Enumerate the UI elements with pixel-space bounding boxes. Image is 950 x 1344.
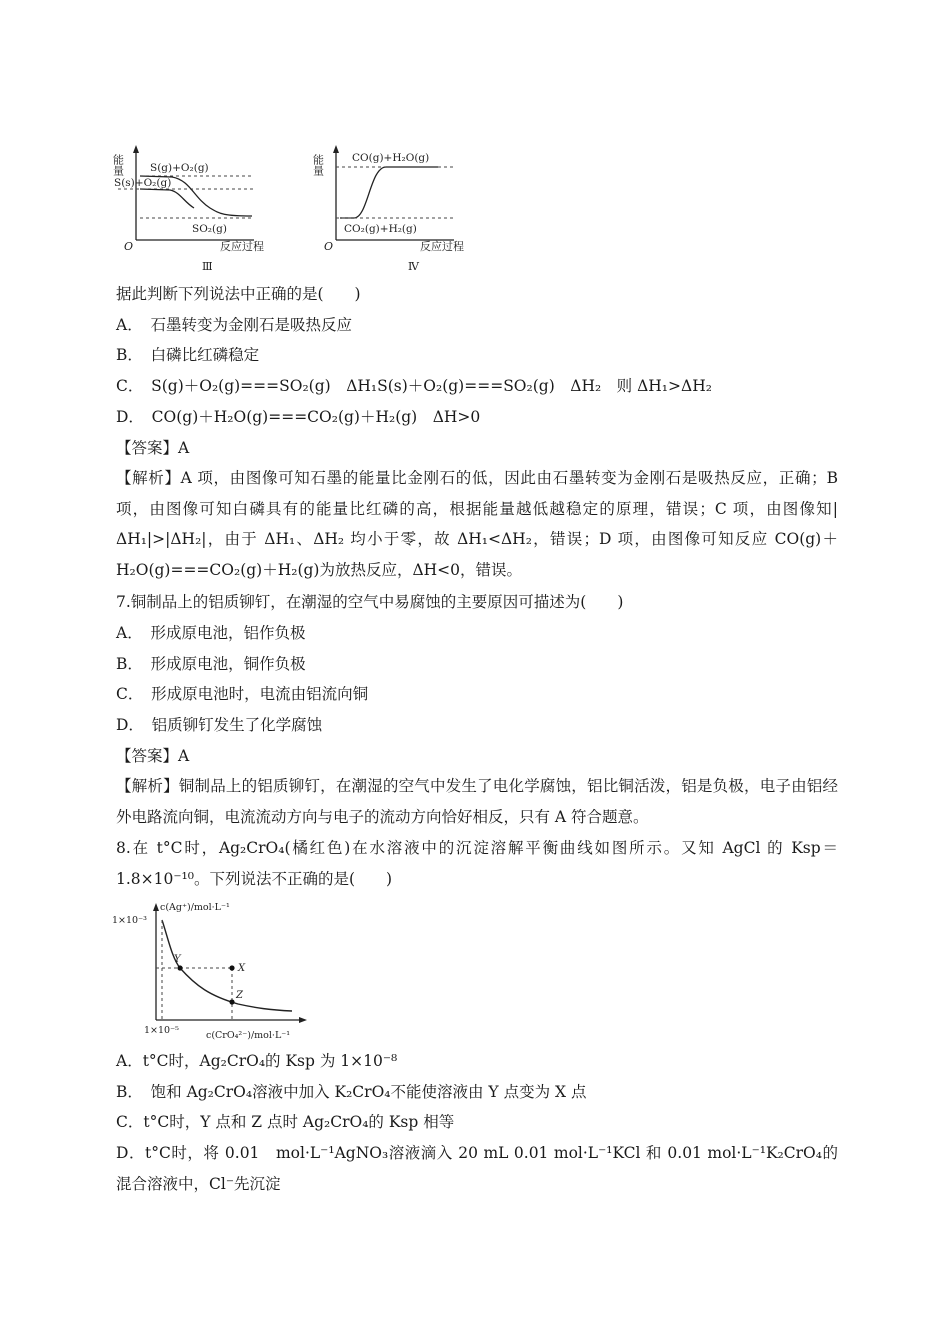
q7-analysis: 【解析】铜制品上的铝质铆钉，在潮湿的空气中发生了电化学腐蚀，铝比铜活泼，铝是负极，电子由铝经外电路流向铜，电流流动方向与电子的流动方向恰好相反，只有 A 符合题意。 bbox=[116, 777, 838, 826]
fig8-label-z: Z bbox=[236, 990, 243, 1001]
fig4-top-label: CO(g)+H₂O(g) bbox=[352, 152, 430, 164]
fig8-ylabel: c(Ag⁺)/mol·L⁻¹ bbox=[160, 902, 230, 913]
q8-option-c: C．t°C时，Y 点和 Z 点时 Ag₂CrO₄的 Ksp 相等 bbox=[116, 1113, 455, 1131]
q7-option-d: D． 铝质铆钉发生了化学腐蚀 bbox=[116, 716, 323, 734]
fig8-x-tick: 1×10⁻⁵ bbox=[144, 1025, 179, 1036]
q6-option-a: A． 石墨转变为金刚石是吸热反应 bbox=[116, 316, 352, 334]
q8-option-a: A．t°C时，Ag₂CrO₄的 Ksp 为 1×10⁻⁸ bbox=[116, 1052, 398, 1070]
q7-option-a: A． 形成原电池，铝作负极 bbox=[116, 624, 306, 642]
fig3-mid-label: S(s)+O₂(g) bbox=[114, 177, 172, 189]
fig4-bottom-label: CO₂(g)+H₂(g) bbox=[344, 223, 417, 235]
energy-diagram-iv bbox=[312, 140, 492, 275]
fig3-top-label: S(g)+O₂(g) bbox=[150, 162, 209, 174]
q6-option-b: B． 白磷比红磷稳定 bbox=[116, 346, 260, 364]
solubility-curve-figure bbox=[110, 898, 310, 1044]
q8-option-d: D．t°C时，将 0.01 mol·L⁻¹AgNO₃溶液滴入 20 mL 0.01 mol·L⁻¹KCl 和 0.01 mol·L⁻¹K₂CrO₄的混合溶液中，Cl⁻先沉淀 bbox=[116, 1144, 838, 1193]
q7-option-b: B． 形成原电池，铜作负极 bbox=[116, 655, 306, 673]
point-z bbox=[229, 999, 234, 1004]
fig3-xlabel: 反应过程 bbox=[220, 240, 264, 253]
fig3-bottom-label: SO₂(g) bbox=[192, 223, 227, 235]
fig8-label-y: Y bbox=[174, 954, 181, 965]
fig4-xlabel: 反应过程 bbox=[420, 240, 464, 253]
fig3-ylabel: 能量 bbox=[112, 154, 125, 176]
q8-option-b: B． 饱和 Ag₂CrO₄溶液中加入 K₂CrO₄不能使溶液由 Y 点变为 X 点 bbox=[116, 1083, 587, 1101]
energy-diagram-iii bbox=[112, 140, 292, 275]
q7-answer: 【答案】A bbox=[116, 747, 190, 765]
fig3-origin: O bbox=[124, 240, 134, 253]
fig4-origin: O bbox=[324, 240, 334, 253]
fig8-y-tick: 1×10⁻³ bbox=[112, 915, 147, 926]
q6-option-d: D． CO(g)＋H₂O(g)===CO₂(g)＋H₂(g) ΔH>0 bbox=[116, 408, 481, 426]
fig4-caption: Ⅳ bbox=[408, 260, 419, 273]
q6-stem: 据此判断下列说法中正确的是( ) bbox=[116, 285, 361, 303]
fig8-label-x: X bbox=[238, 963, 246, 974]
q7-option-c: C． 形成原电池时，电流由铝流向铜 bbox=[116, 685, 369, 703]
q6-analysis: 【解析】A 项，由图像可知石墨的能量比金刚石的低，因此由石墨转变为金刚石是吸热反应，正确；B 项，由图像可知白磷具有的能量比红磷的高，根据能量越低越稳定的原理，错误；C 项，由图像知|ΔH₁|>|ΔH₂|，由于 ΔH₁、ΔH₂ 均小于零，故 ΔH₁<ΔH₂，错误；D 项，由图像可知反应 CO(g)＋H₂O(g)===CO₂(g)＋H₂(g)为放热反应，ΔH<0，错误。 bbox=[116, 469, 838, 579]
fig3-caption: Ⅲ bbox=[202, 260, 213, 273]
point-y bbox=[177, 965, 182, 970]
q6-answer: 【答案】A bbox=[116, 439, 190, 457]
q8-stem: 8.在 t°C时，Ag₂CrO₄(橘红色)在水溶液中的沉淀溶解平衡曲线如图所示。又知 AgCl 的 Ksp＝1.8×10⁻¹⁰。下列说法不正确的是( ) bbox=[116, 839, 838, 888]
q6-option-c: C． S(g)＋O₂(g)===SO₂(g) ΔH₁S(s)＋O₂(g)===SO₂(g) ΔH₂ 则 ΔH₁>ΔH₂ bbox=[116, 377, 712, 395]
point-x bbox=[229, 965, 234, 970]
fig8-xlabel: c(CrO₄²⁻)/mol·L⁻¹ bbox=[206, 1030, 291, 1041]
fig4-ylabel: 能量 bbox=[312, 154, 325, 176]
q7-stem: 7.铜制品上的铝质铆钉，在潮湿的空气中易腐蚀的主要原因可描述为( ) bbox=[116, 593, 624, 611]
